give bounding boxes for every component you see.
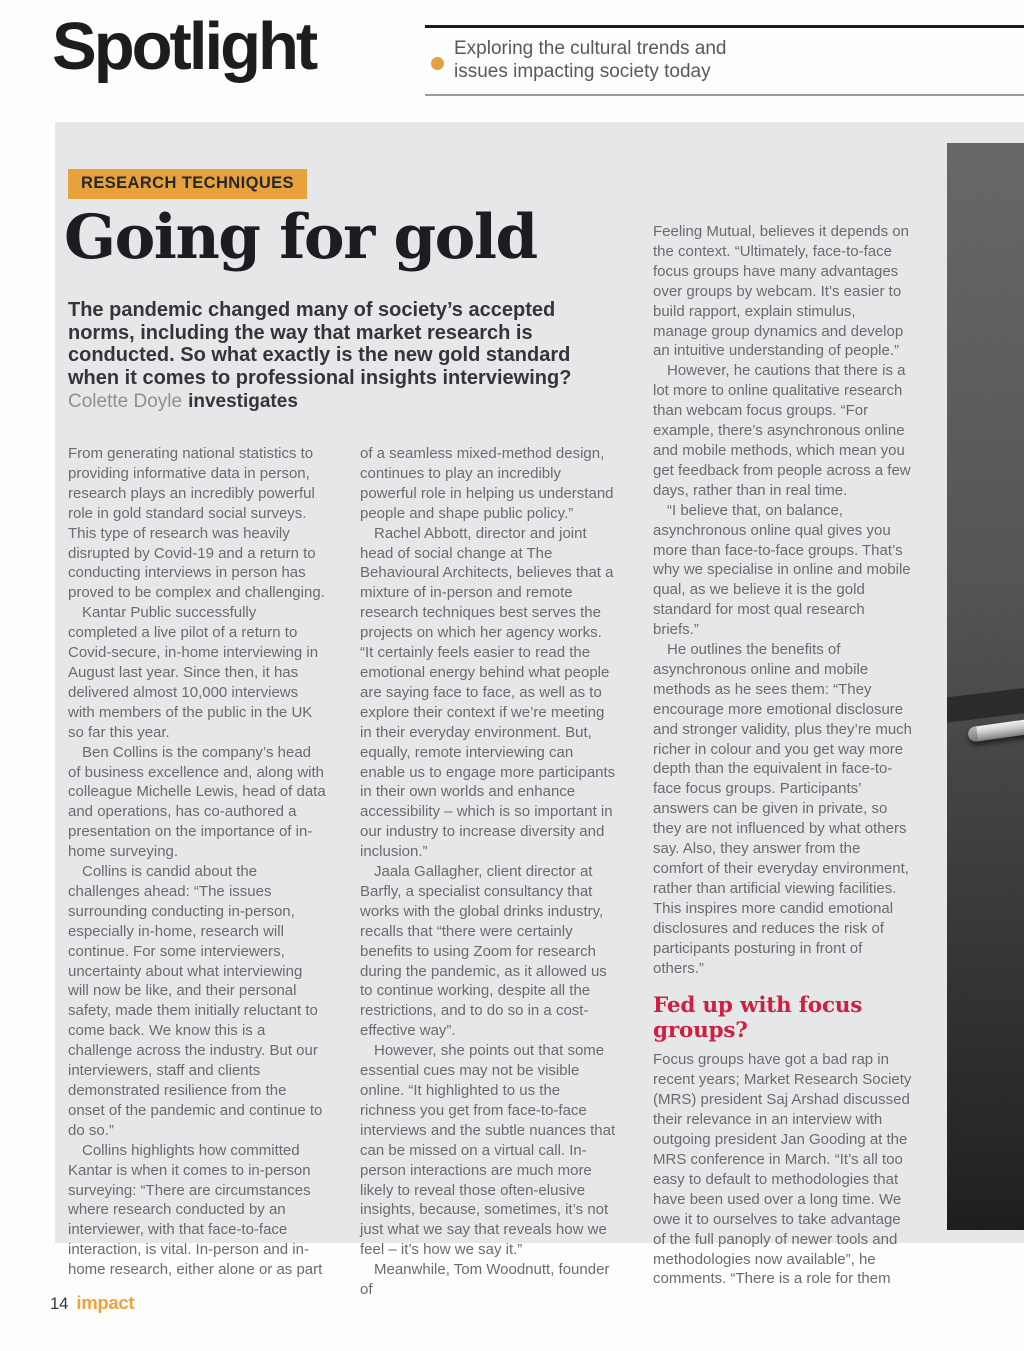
paragraph: However, she points out that some essential cues may not be visible online. “It highlighted to us the richness you get from face-to-face interviews and the subtle nuances that can be missed on a virtual call. In-person interactions are much more likely to reveal those often-elusive insights, because, sometimes, it’s not just what we say that reveals how we feel – it’s how we say it.” [360, 1042, 616, 1259]
paragraph: Rachel Abbott, director and joint head of social change at The Behavioural Architects, believes that a mixture of in-person and remote research techniques best serves the projects on which her agency works. “It certainly feels easier to read the emotional energy behind what people are saying face to face, as well as to explore their context if we’re meeting in their everyday environment. But, equally, remote interviewing can enable us to engage more participants in their own worlds and enhance accessibility – which is so important in our industry to increase diversity and inclusion.” [360, 524, 616, 861]
paragraph: Kantar Public successfully completed a live pilot of a return to Covid-secure, in-home interviewing in August last year. Since then, it has delivered almost 10,000 interviews with members of the public in the UK so far this year. [68, 604, 319, 741]
masthead-tagline [425, 25, 1024, 96]
standfirst-line: The pandemic changed many of society’s accepted [68, 299, 556, 321]
pen-icon [967, 718, 1024, 742]
paragraph: Collins highlights how committed Kantar is when it comes to in-person surveying: “There are circumstances where research conducted by an interviewer, with that face-to-face interaction, is vital. In-person and in-home research, either alone or as part [68, 1141, 323, 1279]
body-column-2 [360, 444, 619, 1300]
paragraph: of a seamless mixed-method design, continues to play an incredibly powerful role in helping us understand people and shape public policy.” [360, 445, 614, 522]
byline-author: Colette Doyle [68, 391, 183, 412]
sub-heading: Fed up with focus groups? [653, 993, 863, 1044]
paragraph: However, he cautions that there is a lot more to online qualitative research than webcam focus groups. “For example, there’s asynchronous online and mobile methods, which mean you get feedback from people across a few days, rather than in real time. [653, 362, 911, 499]
standfirst-line: conducted. So what exactly is the new gold standard [68, 344, 571, 366]
standfirst [68, 299, 634, 414]
bullet-dot-icon [431, 57, 444, 70]
paragraph: He outlines the benefits of asynchronous online and mobile methods as he sees them: “They encourage more emotional disclosure and stronger validity, plus they’re much richer in colour and you get way more depth than the equivalent in face-to-face focus groups. Participants’ answers can be given in private, so they are not influenced by what others say. Also, they answer from the comfort of their everyday environment, rather than artificial viewing facilities. This inspires more candid emotional disclosures and reduces the risk of participants posturing in front of others.” [653, 641, 913, 977]
tagline-line-1: Exploring the cultural trends and [454, 38, 727, 59]
section-title: Spotlight [52, 9, 316, 84]
article-panel [55, 122, 1024, 1299]
paragraph: Focus groups have got a bad rap in recent years; Market Research Society (MRS) president Saj Arshad discussed their relevance in an interview with outgoing president Jan Gooding at the MRS conference in March. “It’s all too easy to default to methodologies that have been used over a long time. We owe it to ourselves to take advantage of the full panoply of newer tools and methodologies now available”, he comments. “There is a role for them [653, 1051, 912, 1288]
photo-pen-on-dark-fabric [947, 143, 1024, 1230]
body-column-1 [68, 444, 327, 1280]
paragraph: Ben Collins is the company’s head of business excellence and, along with colleague Michelle Lewis, head of data and operations, has co-authored a presentation on the importance of in-home surveying. [68, 743, 326, 861]
kicker-badge: RESEARCH TECHNIQUES [68, 169, 307, 199]
article-title: Going for gold [64, 202, 537, 273]
fabric-fold-band [947, 685, 1024, 723]
body-column-3 [653, 222, 912, 1289]
byline [68, 391, 634, 414]
magazine-logo: impact [76, 1292, 135, 1313]
tagline-text [454, 37, 727, 83]
paragraph: Collins is candid about the challenges ahead: “The issues surrounding conducting in-person, especially in-home, research will continue. For some interviewers, uncertainty about what interviewing will now be like, and their personal safety, made them initially reluctant to come back. We know this is a challenge across the industry. But our interviewers, staff and clients demonstrated resilience from the onset of the pandemic and continue to do so.” [68, 863, 323, 1139]
byline-verb: investigates [188, 391, 298, 412]
paragraph: Jaala Gallagher, client director at Barfly, a specialist consultancy that works with the global drinks industry, recalls that “there were certainly benefits to using Zoom for research during the pandemic, as it allowed us to continue working, despite all the restrictions, and to do so in a cost-effective way”. [360, 863, 607, 1040]
page-footer [50, 1292, 134, 1314]
standfirst-line: when it comes to professional insights interviewing? [68, 366, 572, 389]
page-number: 14 [50, 1295, 69, 1313]
paragraph: From generating national statistics to providing informative data in person, research plays an incredibly powerful role in gold standard social surveys. This type of research was heavily disrupted by Covid-19 and a return to conducting interviews in person has proved to be complex and challenging. [68, 445, 325, 602]
tagline-line-2: issues impacting society today [454, 61, 711, 82]
standfirst-line: norms, including the way that market research is [68, 321, 533, 344]
paragraph: Feeling Mutual, believes it depends on the context. “Ultimately, face-to-face focus groups have many advantages over groups by webcam. It’s easier to build rapport, explain stimulus, manage group dynamics and develop an intuitive understanding of people.” [653, 223, 909, 360]
paragraph: Meanwhile, Tom Woodnutt, founder of [360, 1261, 610, 1299]
paragraph: “I believe that, on balance, asynchronous online qual gives you more than face-to-face groups. That’s why we specialise in online and mobile qual, as we believe it is the gold standard for most qual research briefs.” [653, 501, 911, 639]
